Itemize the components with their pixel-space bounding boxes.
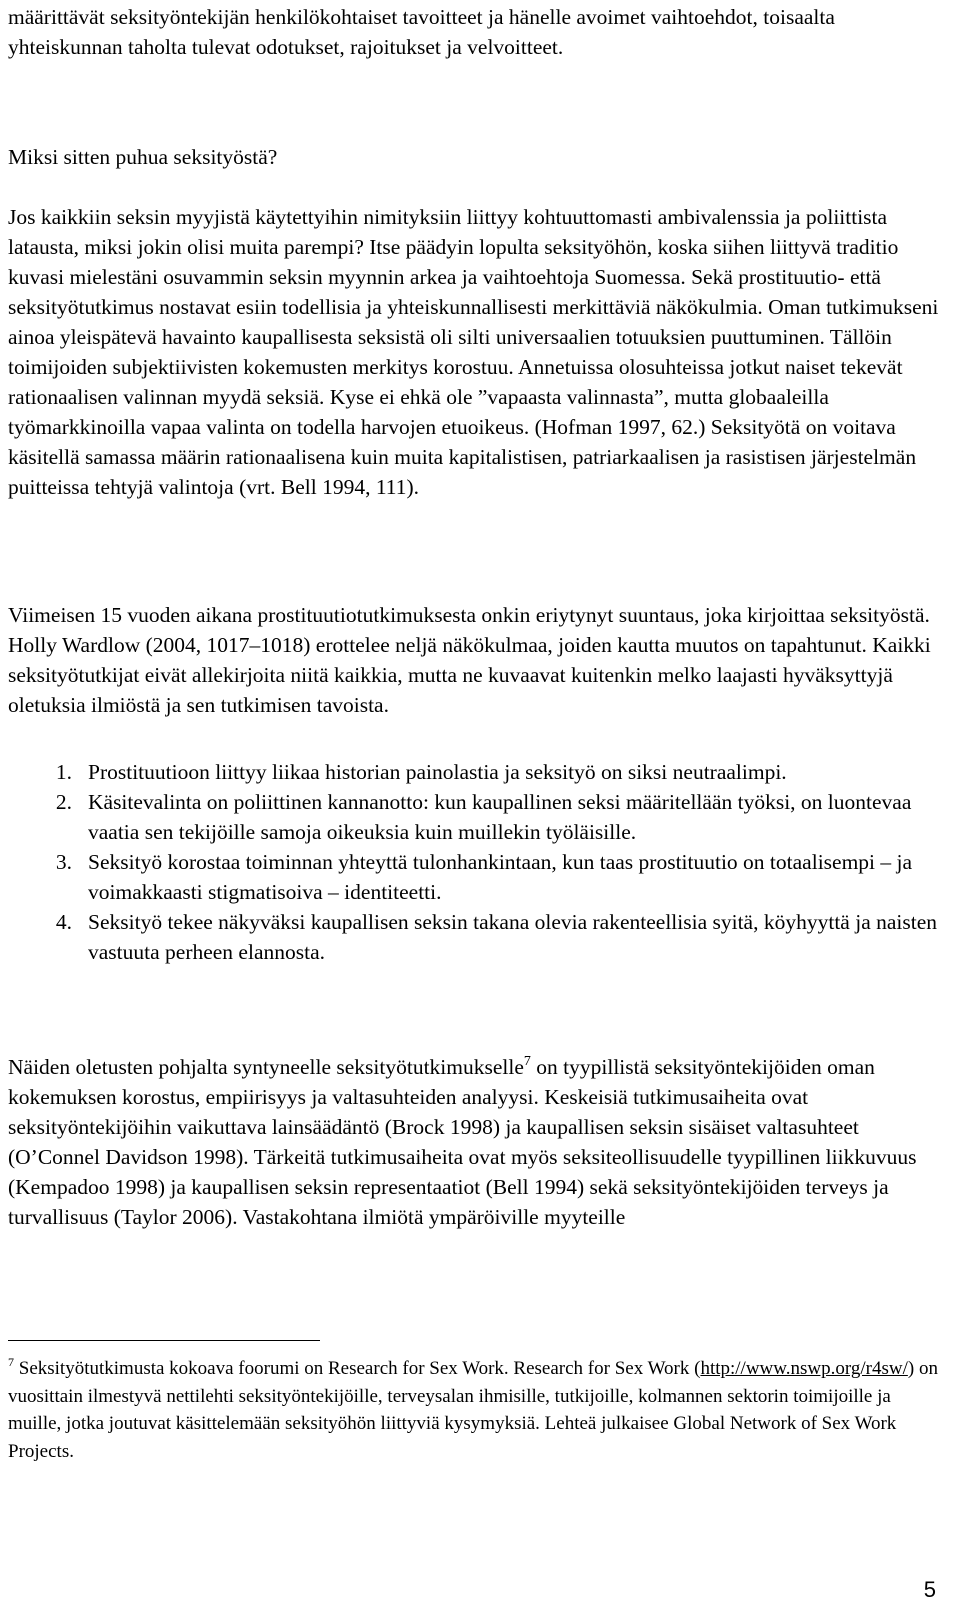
list-item-number: 3. <box>55 850 72 874</box>
list-item <box>8 847 943 907</box>
footnote-separator <box>8 1340 320 1341</box>
footnote-reference[interactable]: 7 <box>523 1054 531 1069</box>
section-heading: Miksi sitten puhua seksityöstä? <box>8 145 278 169</box>
list-item <box>8 907 943 967</box>
footnote-text-end: ) on vuosittain ilmestyvä nettilehti seksityöntekijöille, terveysalan ihmisille, tutkijoille, kolmannen sektorin toimijoille ja muille, jotka joutuvat käsittelemään seksityöhön liittyviä kysymyksiä. Lehteä julkaisee Global Network of Sex Work Projects. <box>8 1358 938 1462</box>
paragraph-3 <box>8 1052 943 1232</box>
paragraph-3-text-end: on tyypillistä seksityöntekijöiden oman kokemuksen korostus, empiirisyys ja valtasuhteiden analyysi. Keskeisiä tutkimusaiheita ovat seksityöntekijöihin vaikuttava lainsäädäntö (Brock 1998) ja kaupallisen seksin sisäiset valtasuhteet (O’Connel Davidson 1998). Tärkeitä tutkimusaiheita ovat myös seksiteollisuudelle tyypillinen liikkuvuus (Kempadoo 1998) ja kaupallisen seksin representaatiot (Bell 1994) sekä seksityöntekijöiden terveys ja turvallisuus (Taylor 2006). Vastakohtana ilmiötä ympäröiville myyteille <box>8 1055 917 1229</box>
list-item-text: Käsitevalinta on poliittinen kannanotto: kun kaupallinen seksi määritellään työksi, on luontevaa vaatia sen tekijöille samoja oikeuksia kuin muillekin työläisille. <box>88 790 912 844</box>
footnote-text-start: Seksityötutkimusta kokoava foorumi on Research for Sex Work. Research for Sex Work ( <box>14 1358 701 1379</box>
footnote-link[interactable]: http://www.nswp.org/r4sw/ <box>700 1358 908 1379</box>
list-item-text: Seksityö tekee näkyväksi kaupallisen seksin takana olevia rakenteellisia syitä, köyhyyttä ja naisten vastuuta perheen elannosta. <box>88 910 938 964</box>
footnote <box>8 1355 943 1465</box>
paragraph-3-text-start: Näiden oletusten pohjalta syntyneelle seksityötutkimukselle <box>8 1055 524 1079</box>
list-item-text: Prostituutioon liittyy liikaa historian painolastia ja seksityö on siksi neutraalimpi. <box>88 760 787 784</box>
list-item <box>8 757 943 787</box>
list-item-number: 4. <box>55 910 72 934</box>
list-item-number: 2. <box>55 790 72 814</box>
list-item <box>8 787 943 847</box>
footnote-number: 7 <box>8 1355 14 1369</box>
numbered-list <box>8 757 943 967</box>
intro-paragraph: määrittävät seksityöntekijän henkilökohtaiset tavoitteet ja hänelle avoimet vaihtoehdot, toisaalta yhteiskunnan taholta tulevat odotukset, rajoitukset ja velvoitteet. <box>8 5 835 59</box>
page-number: 5 <box>923 1577 936 1602</box>
paragraph-2: Viimeisen 15 vuoden aikana prostituutiotutkimuksesta onkin eriytynyt suuntaus, joka kirjoittaa seksityöstä. Holly Wardlow (2004, 1017–1018) erottelee neljä näkökulmaa, joiden kautta muutos on tapahtunut. Kaikki seksityötutkijat eivät allekirjoita niitä kaikkia, mutta ne kuvaavat kuitenkin melko laajasti hyväksyttyjä oletuksia ilmiöstä ja sen tutkimisen tavoista. <box>8 603 931 717</box>
paragraph-1: Jos kaikkiin seksin myyjistä käytettyihin nimityksiin liittyy kohtuuttomasti ambivalenssia ja poliittista latausta, miksi jokin olisi muita parempi? Itse päädyin lopulta seksityöhön, koska siihen liittyvä traditio kuvasi mielestäni osuvammin seksin myynnin arkea ja vaihtoehtoja Suomessa. Sekä prostituutio- että seksityötutkimus nostavat esiin todellisia ja yhteiskunnallisesti merkittäviä näkökulmia. Oman tutkimukseni ainoa yleispätevä havainto kaupallisesta seksistä oli silti universaalien totuuksien puuttuminen. Tällöin toimijoiden subjektiivisten kokemusten merkitys korostuu. Annetuissa olosuhteissa jotkut naiset tekevät rationaalisen valinnan myydä seksiä. Kyse ei ehkä ole ”vapaasta valinnasta”, mutta globaaleilla työmarkkinoilla vapaa valinta on todella harvojen etuoikeus. (Hofman 1997, 62.) Seksityötä on voitava käsitellä samassa määrin rationaalisena kuin muita kapitalistisen, patriarkaalisen ja rasistisen järjestelmän puitteissa tehtyjä valintoja (vrt. Bell 1994, 111). <box>8 205 939 499</box>
list-item-text: Seksityö korostaa toiminnan yhteyttä tulonhankintaan, kun taas prostituutio on totaalisempi – ja voimakkaasti stigmatisoiva – identiteetti. <box>88 850 913 904</box>
list-item-number: 1. <box>55 760 72 784</box>
